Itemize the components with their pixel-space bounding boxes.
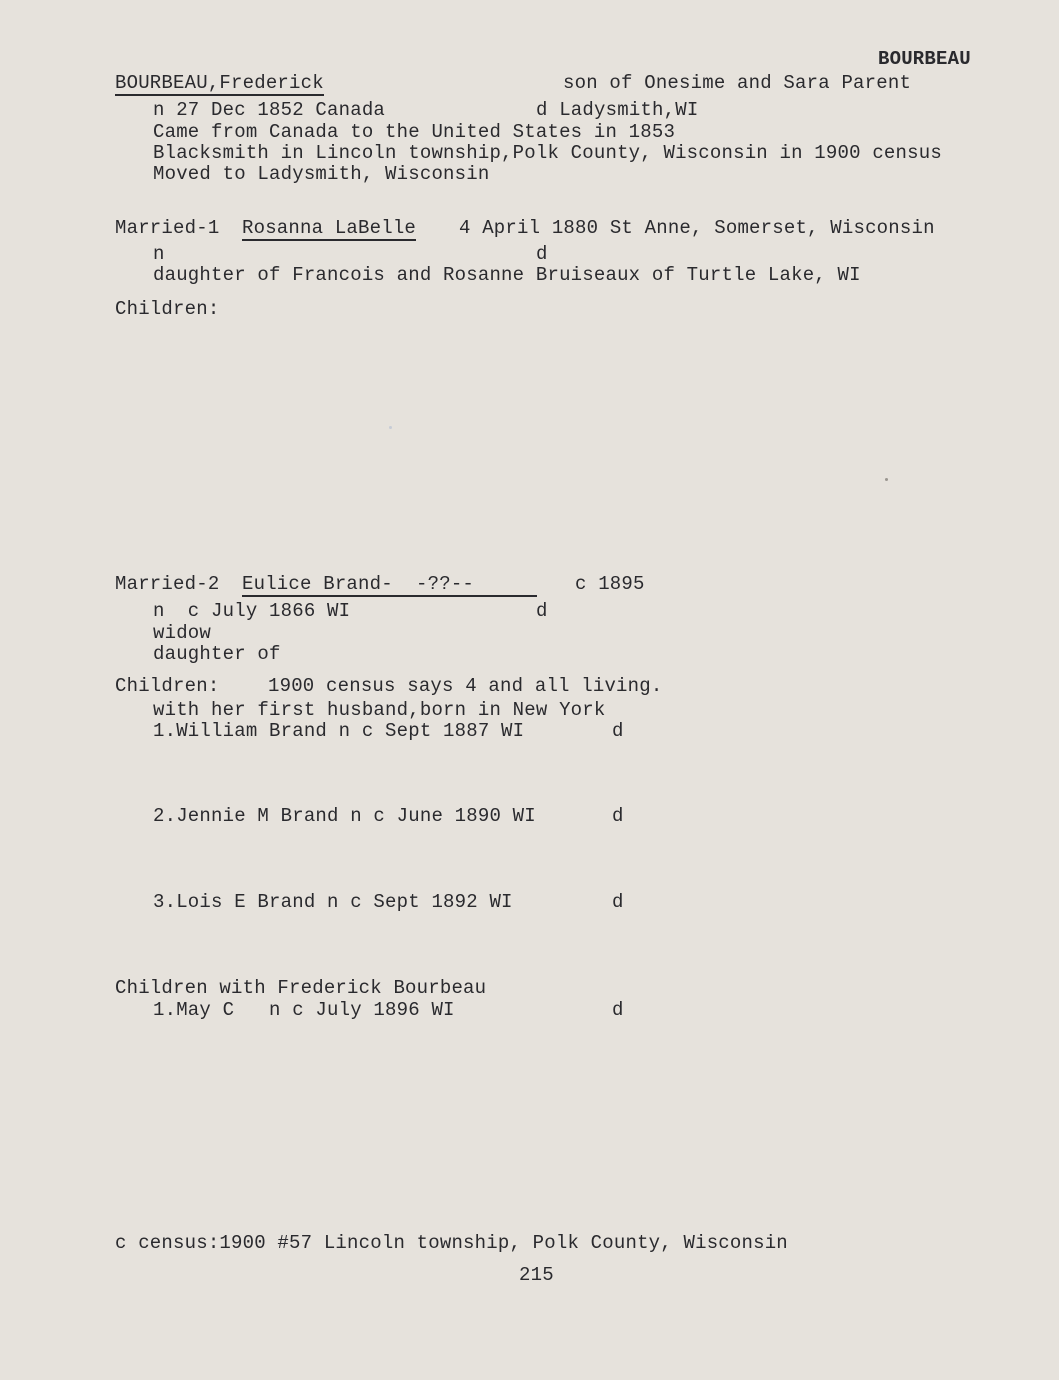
child-entry: 3.Lois E Brand n c Sept 1892 WI: [153, 891, 513, 913]
subject-note: Blacksmith in Lincoln township,Polk County, Wisconsin in 1900 census: [153, 142, 942, 164]
child-entry: 1.May C n c July 1896 WI: [153, 999, 455, 1021]
subject-birth: n 27 Dec 1852 Canada: [153, 99, 386, 121]
marriage2-spouse: Eulice Brand- -??--: [242, 573, 475, 595]
marriage2-children-note: 1900 census says 4 and all living.: [268, 675, 663, 697]
child-entry: 2.Jennie M Brand n c June 1890 WI: [153, 805, 536, 827]
marriage2-date: c 1895: [575, 573, 645, 595]
child-death: d: [612, 720, 624, 742]
child-entry: 1.William Brand n c Sept 1887 WI: [153, 720, 525, 742]
paper-speck: [389, 426, 392, 429]
subject-note: Came from Canada to the United States in 1853: [153, 121, 676, 143]
marriage1-birth: n: [153, 243, 165, 265]
child-death: d: [612, 999, 624, 1021]
surname-header: BOURBEAU: [878, 48, 971, 70]
marriage2-spouse-underline: [242, 595, 537, 597]
marriage2-label: Married-2: [115, 573, 220, 595]
marriage2-death: d: [536, 600, 548, 622]
marriage1-death: d: [536, 243, 548, 265]
page-number: 215: [519, 1264, 554, 1286]
marriage1-spouse: Rosanna LaBelle: [242, 217, 417, 239]
marriage1-children-label: Children:: [115, 298, 220, 320]
marriage2-children-label: Children:: [115, 675, 220, 697]
marriage1-parents: daughter of Francois and Rosanne Bruiseaux of Turtle Lake, WI: [153, 264, 861, 286]
children-with-label: Children with Frederick Bourbeau: [115, 977, 487, 999]
subject-death: d Ladysmith,WI: [536, 99, 699, 121]
child-death: d: [612, 891, 624, 913]
subject-name: BOURBEAU,Frederick: [115, 72, 324, 94]
child-death: d: [612, 805, 624, 827]
marriage1-label: Married-1: [115, 217, 220, 239]
marriage1-details: 4 April 1880 St Anne, Somerset, Wisconsin: [459, 217, 935, 239]
marriage2-children-note: with her first husband,born in New York: [153, 699, 606, 721]
marriage2-status: widow: [153, 622, 212, 644]
marriage2-birth: n c July 1866 WI: [153, 600, 351, 622]
paper-speck: [885, 478, 888, 481]
footer-source: c census:1900 #57 Lincoln township, Polk County, Wisconsin: [115, 1232, 788, 1254]
marriage2-parents: daughter of: [153, 643, 281, 665]
subject-note: Moved to Ladysmith, Wisconsin: [153, 163, 490, 185]
subject-parents: son of Onesime and Sara Parent: [563, 72, 912, 94]
